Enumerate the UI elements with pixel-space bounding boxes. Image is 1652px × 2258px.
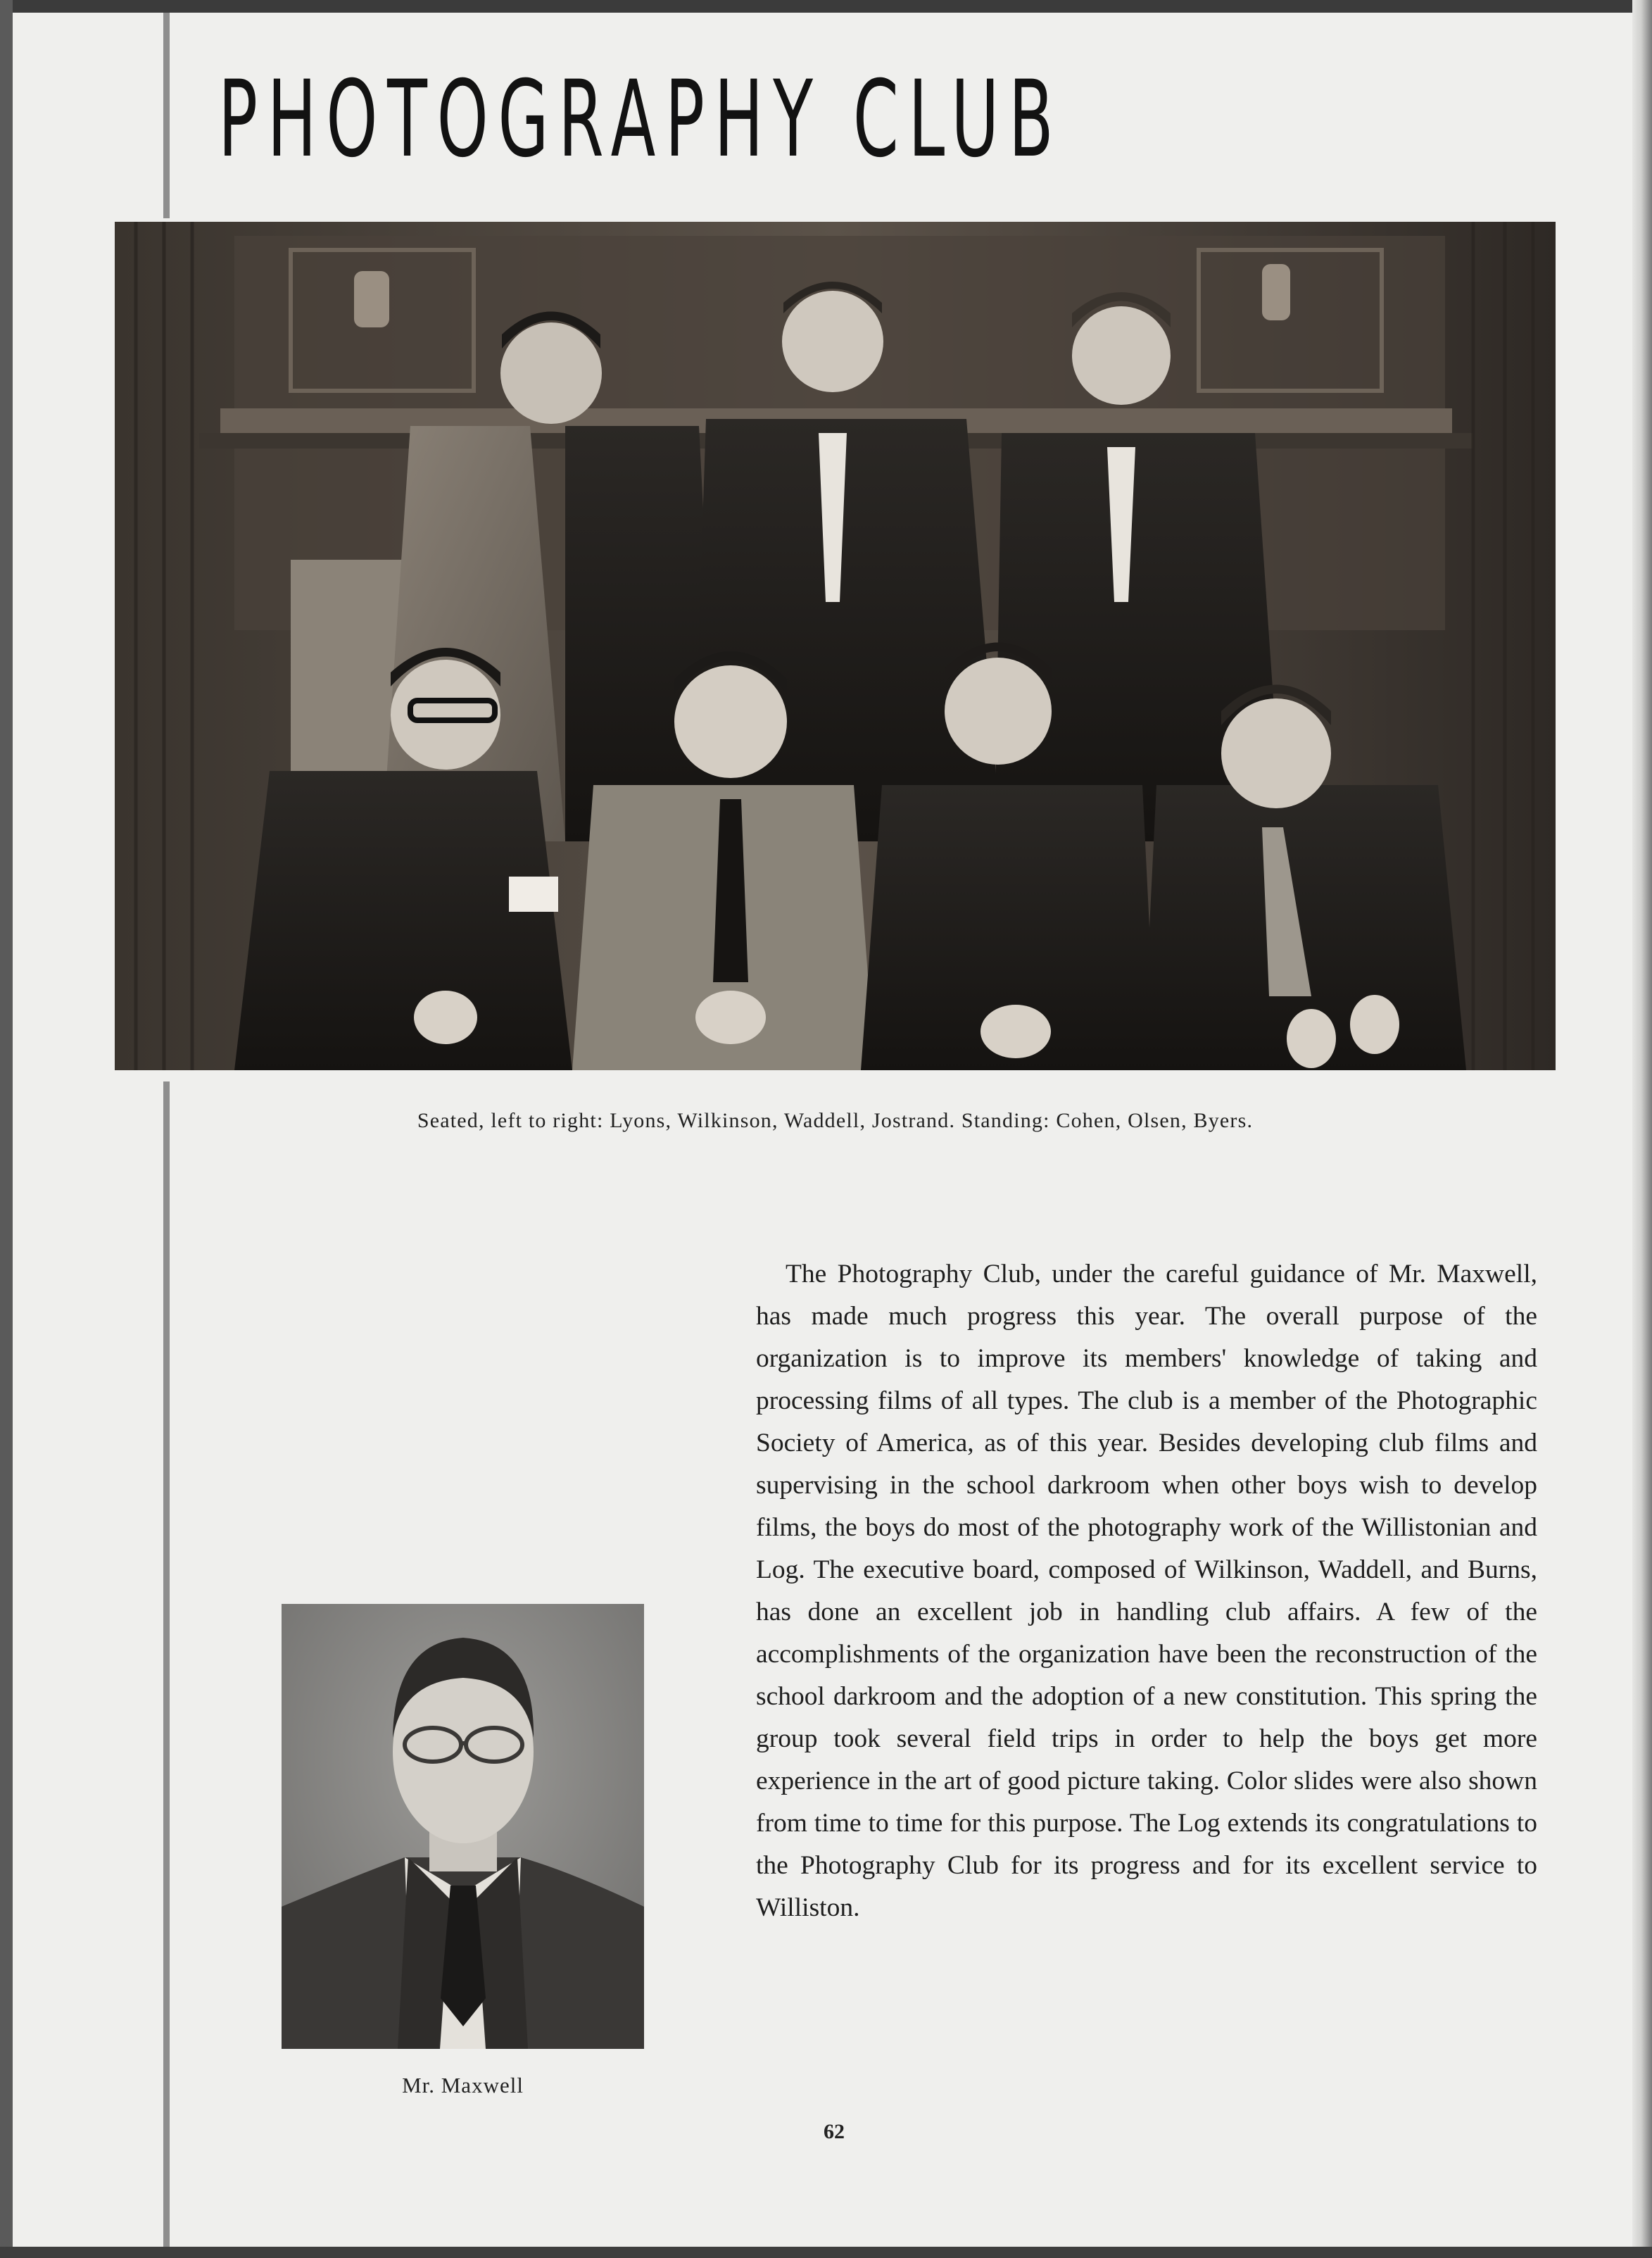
group-photo [115,222,1556,1070]
page-title: PHOTOGRAPHY CLUB [218,58,1064,181]
advisor-portrait [282,1604,644,2049]
scan-edge-bottom [0,2247,1652,2258]
vertical-rule-bottom [163,1081,170,2247]
page-number: 62 [824,2120,845,2143]
vertical-rule-top [163,13,170,218]
portrait-caption: Mr. Maxwell [402,2073,524,2097]
page-gutter-shadow [1632,0,1652,2258]
group-photo-caption: Seated, left to right: Lyons, Wilkinson, Waddell, Jostrand. Standing: Cohen, Olsen, Byers. [417,1109,1254,1132]
club-description-paragraph: The Photography Club, under the careful guidance of Mr. Maxwell, has made much progress this year. The overall purpose of the organization is to improve its members' knowledge of taking and processing films of all types. The club is a member of the Photographic Society of America, as of this year. Besides developing club films and supervising in the school darkroom when other boys wish to develop films, the boys do most of the photography work of the Willistonian and Log. The executive board, composed of Wilkinson, Waddell, and Burns, has done an excellent job in handling club affairs. A few of the accomplishments of the organization have been the reconstruction of the school darkroom and the adoption of a new constitution. This spring the group took several field trips in order to help the boys get more experience in the art of good picture taking. Color slides were also shown from time to time for this purpose. The Log extends its congratulations to the Photography Club for its progress and for its excellent service to Williston. [756,1260,1537,1922]
scan-edge-left [0,0,13,2258]
scan-edge-top [0,0,1652,13]
